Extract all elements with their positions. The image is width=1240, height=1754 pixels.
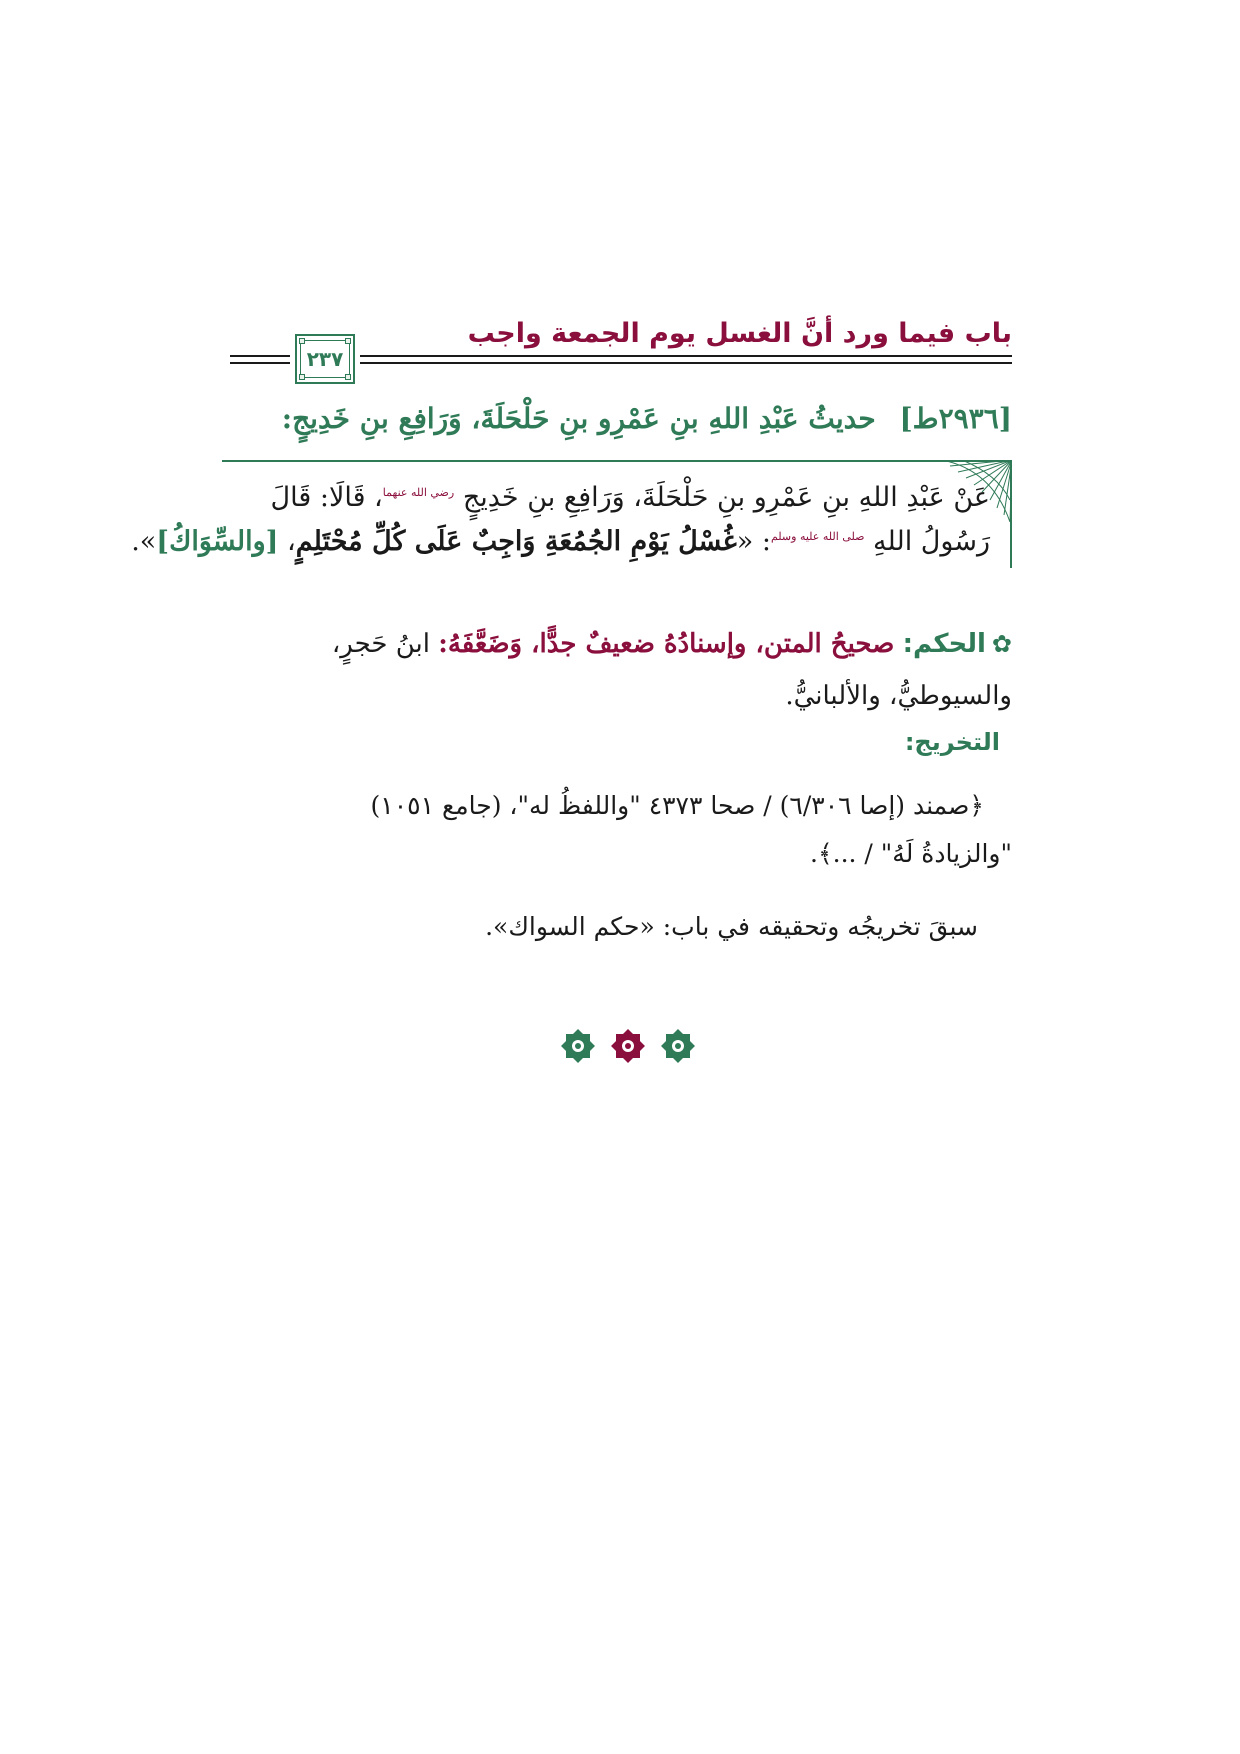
header-rule-right-bottom (360, 362, 1012, 364)
honorific-glyph-icon: رضي الله عنهما (382, 486, 455, 499)
takhrij-line-2: "والزيادةُ لَهُ" / ...﴾. (810, 839, 1012, 868)
header-rule-right-top (360, 355, 1012, 357)
hadith-line-1-text-a: عَنْ عَبْدِ اللهِ بنِ عَمْرِو بنِ حَلْحَلَةَ، وَرَافِعِ بنِ خَدِيجٍ (462, 482, 990, 513)
hadith-line-2-text-d: ». (131, 526, 157, 557)
quote-top-rule (222, 460, 1012, 462)
header-rule-left-top (230, 355, 290, 357)
ruling-paragraph (222, 618, 1012, 722)
cross-reference-note: سبقَ تخريجُه وتحقيقه في باب: «حكم السواك». (485, 912, 978, 941)
hadith-matn: غُسْلُ يَوْمِ الجُمُعَةِ وَاجِبٌ عَلَى كُلِّ مُحْتَلِمٍ (295, 526, 737, 557)
hadith-heading (282, 402, 1012, 435)
hadith-line-2 (131, 526, 990, 557)
hadith-addition: [والسِّوَاكُ] (156, 526, 279, 557)
hadith-line-2-text-c: ، (278, 526, 296, 557)
hadith-text-block (131, 460, 1012, 570)
star-ornament-icon (560, 1028, 596, 1064)
section-end-ornaments (560, 1028, 696, 1064)
chapter-title: باب فيما ورد أنَّ الغسل يوم الجمعة واجب (467, 318, 1012, 349)
hadith-line-2-text-b: : « (736, 526, 771, 557)
star-ornament-icon (660, 1028, 696, 1064)
salutation-glyph-icon: صلى الله عليه وسلم (770, 530, 865, 543)
page-number: ٢٣٧ (306, 347, 344, 371)
hadith-number: [٢٩٣٦ط] (899, 402, 1012, 435)
ruling-verdict: صحيحُ المتن، وإسنادُهُ ضعيفٌ جدًّا، وَضَعَّفَهُ: (438, 629, 895, 659)
ruling-authorities: ابنُ حَجرٍ، والسيوطيُّ، والألبانيُّ. (331, 629, 1012, 711)
takhrij-line-1: ﴿صمند (إصا ٦/٣٠٦) / صحا ٤٣٧٣ "واللفظُ له"، (جامع ١٠٥١) (370, 791, 984, 820)
hadith-line-2-text-a: رَسُولُ اللهِ (873, 526, 990, 557)
hadith-line-1-text-b: ، قَالَا: قَالَ (270, 482, 383, 513)
ruling-label: الحكم: (902, 629, 986, 659)
header-rule-left-bottom (230, 362, 290, 364)
star-ornament-icon (610, 1028, 646, 1064)
rosette-icon: ✿ (991, 630, 1012, 658)
hadith-line-1 (271, 482, 990, 513)
hadith-title: حديثُ عَبْدِ اللهِ بنِ عَمْرِو بنِ حَلْحَلَةَ، وَرَافِعِ بنِ خَدِيجٍ: (281, 402, 876, 435)
takhrij-heading: التخريج: (904, 728, 1000, 756)
takhrij-text (212, 782, 1012, 878)
page-number-badge (295, 334, 355, 384)
